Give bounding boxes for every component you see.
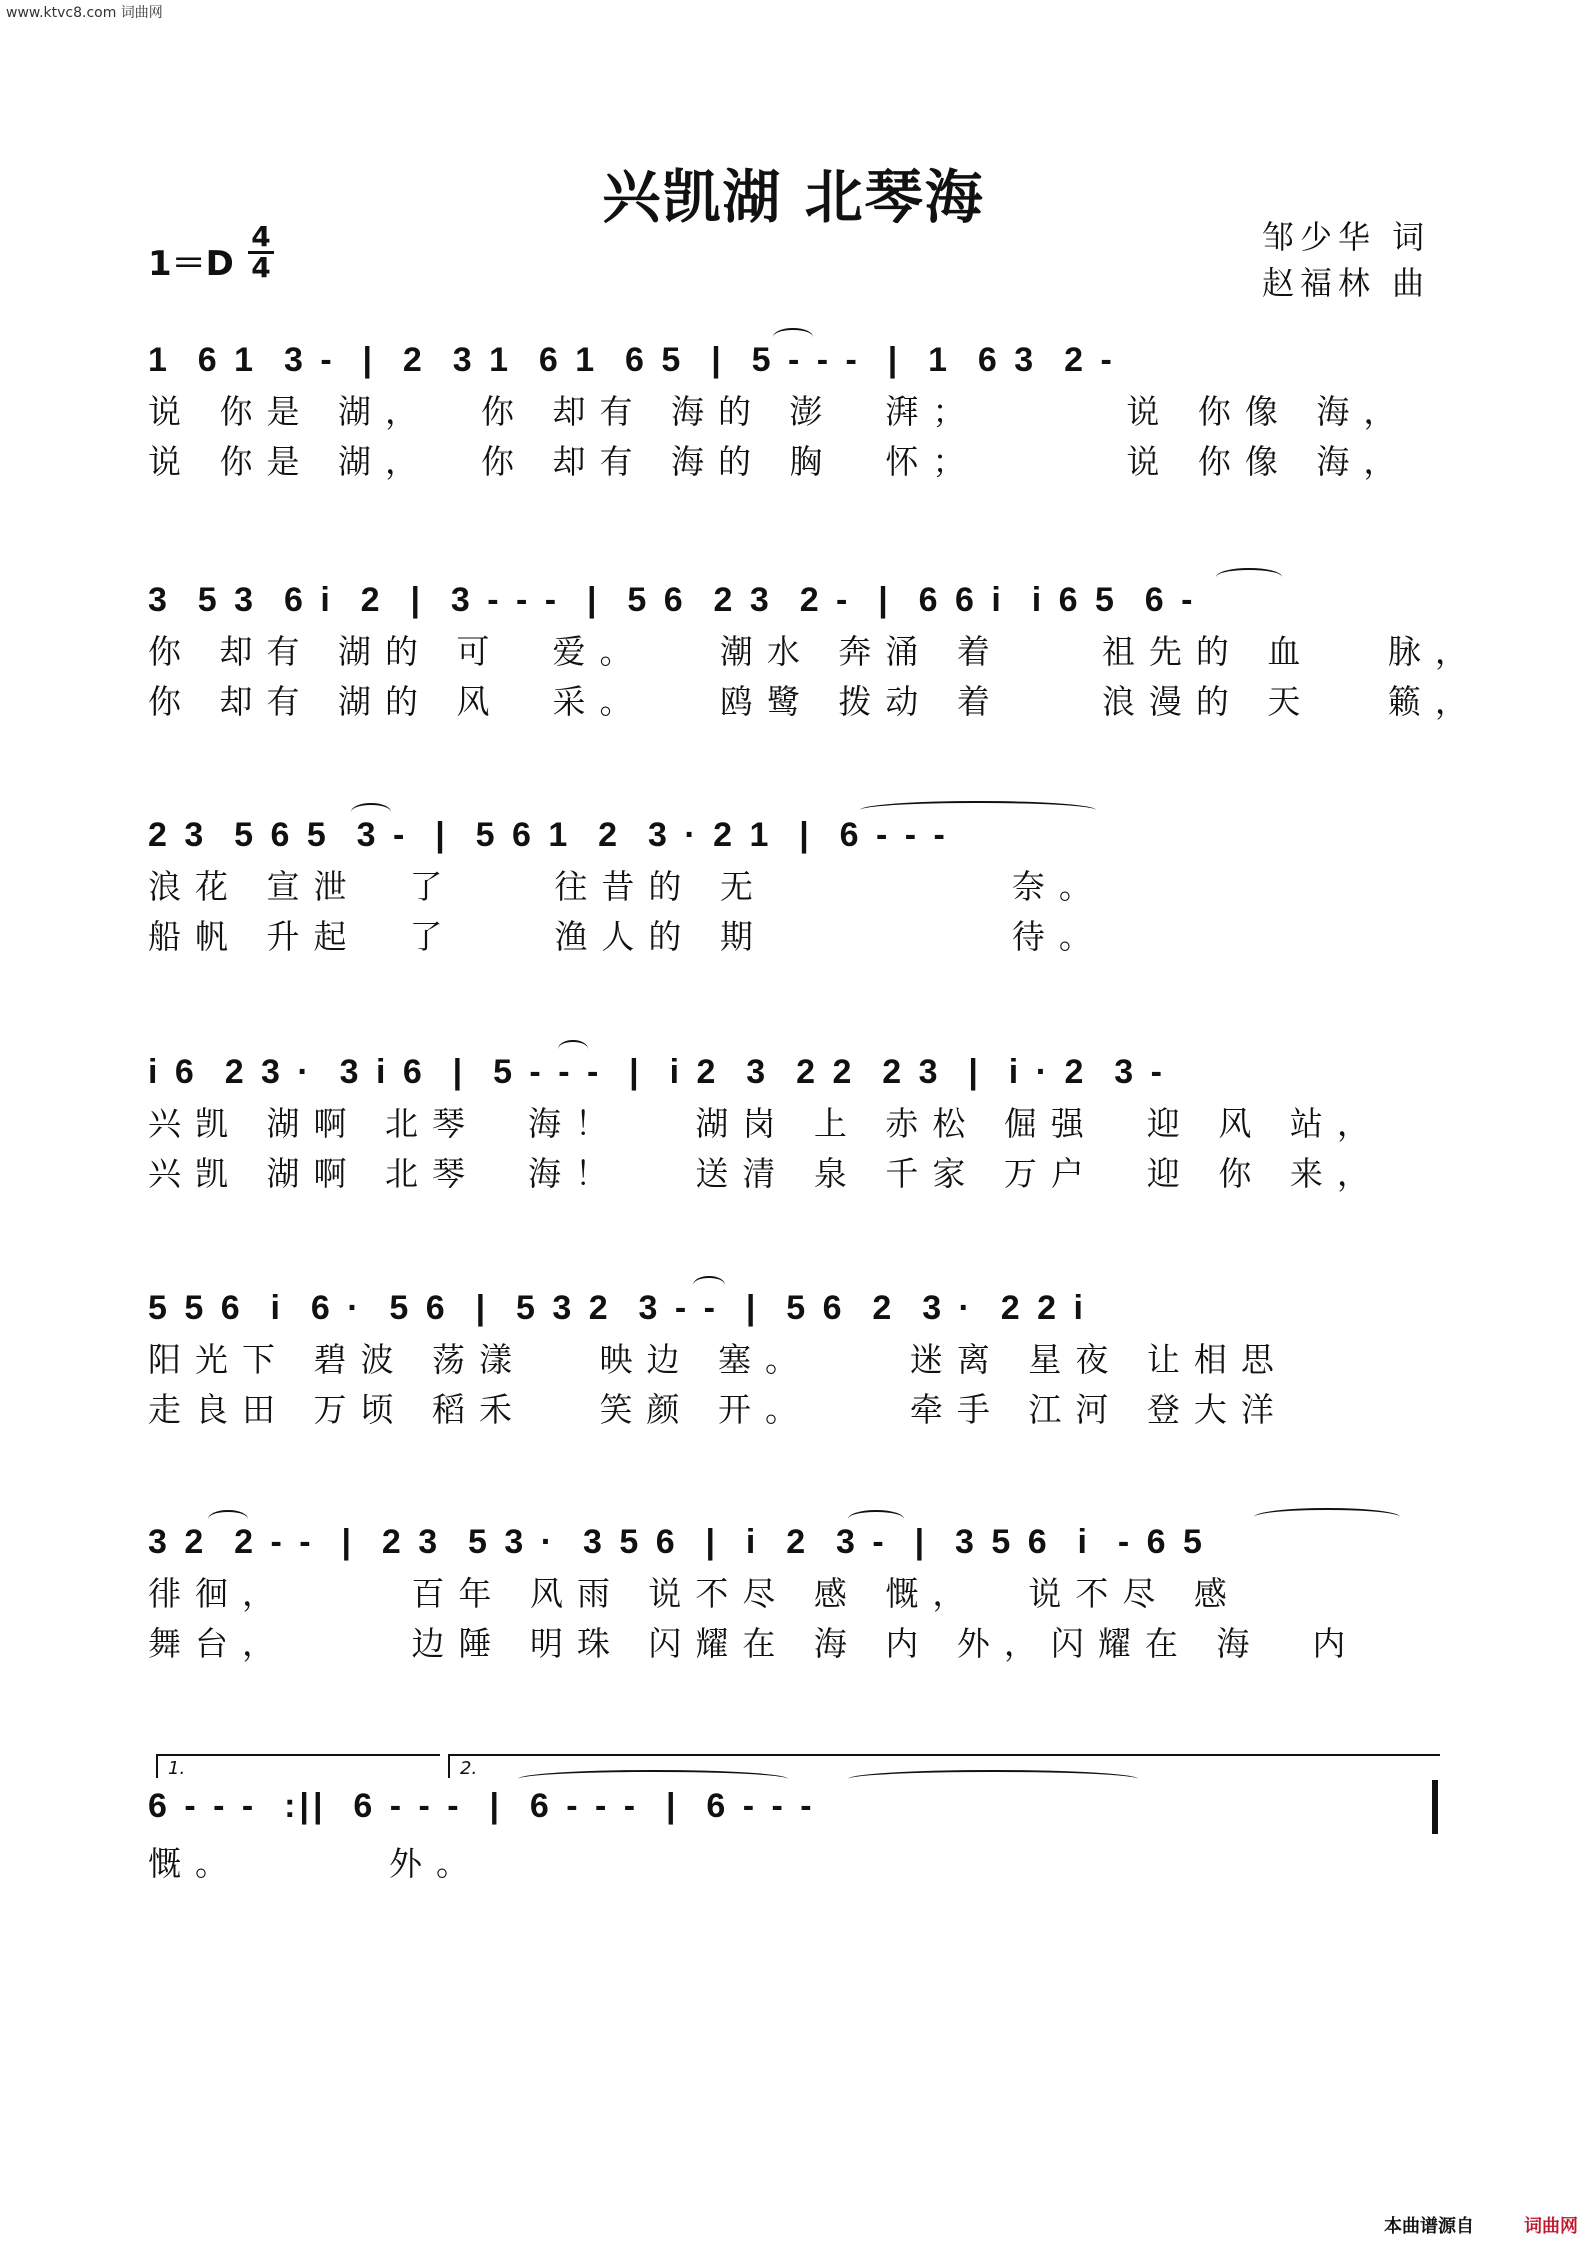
notes-system-6: 3 2 2 - - | 2 3 5 3 · 3 5 6 | i 2 3 - | 3 5 6 i - 6 5 [148, 1523, 1206, 1561]
composer-credit: 赵福林 曲 [1262, 264, 1431, 302]
score-system-4 [148, 1042, 1438, 1202]
lyric-verse1-system-5: 阳光下 碧波 荡漾 映边 塞。 迷离 星夜 让相思 [148, 1340, 1288, 1379]
notes-system-7: 6 - - - :|| 6 - - - | 6 - - - | 6 - - - [148, 1787, 816, 1825]
lyric-verse2-system-3: 船帆 升起 了 渔人的 期 待。 [148, 917, 1106, 956]
score-system-3 [148, 805, 1438, 965]
footer-site-logo[interactable]: 词曲网 [1524, 2216, 1578, 2237]
key-signature: 1＝D [148, 244, 234, 284]
time-sig-bottom: 4 [251, 251, 271, 284]
lyric-verse1-system-2: 你 却有 湖的 可 爱。 潮水 奔涌 着 祖先的 血 脉， [148, 632, 1482, 671]
lyric-verse2-system-4: 兴凯 湖啊 北琴 海！ 送清 泉 千家 万户 迎 你 来， [148, 1154, 1384, 1193]
score-system-2 [148, 570, 1482, 730]
song-title: 兴凯湖 北琴海 [602, 163, 985, 231]
lyric-verse2-system-2: 你 却有 湖的 风 采。 鸥鹭 拨动 着 浪漫的 天 籁， [148, 682, 1482, 721]
score-system-1 [148, 330, 1438, 490]
lyric-verse1-system-4: 兴凯 湖啊 北琴 海！ 湖岗 上 赤松 倔强 迎 风 站， [148, 1104, 1384, 1143]
score-system-6 [148, 1512, 1438, 1672]
notes-system-5: 5 5 6 i 6 · 5 6 | 5 3 2 3 - - | 5 6 2 3 · 2 2 i [148, 1289, 1087, 1327]
lyric-verse2-system-5: 走良田 万顷 稻禾 笑颜 开。 牵手 江河 登大洋 [148, 1390, 1288, 1429]
score-system-5 [148, 1278, 1438, 1438]
lyric-system-7: 慨。 外。 [148, 1844, 483, 1883]
lyric-verse1-system-6: 徘徊， 百年 风雨 说不尽 感 慨， 说不尽 感 [148, 1574, 1241, 1613]
site-watermark: www.ktvc8.com 词曲网 [6, 5, 163, 21]
ending-second: 2. [448, 1754, 1440, 1778]
time-signature [246, 220, 276, 284]
score-system-7 [148, 1758, 1438, 1886]
lyric-verse2-system-1: 说 你是 湖， 你 却有 海的 胸 怀； 说 你像 海， [148, 442, 1411, 481]
lyric-verse1-system-3: 浪花 宣泄 了 往昔的 无 奈。 [148, 867, 1106, 906]
lyric-verse1-system-1: 说 你是 湖， 你 却有 海的 澎 湃； 说 你像 海， [148, 392, 1411, 431]
notes-system-4: i 6 2 3 · 3 i 6 | 5 - - - | i 2 3 2 2 2 3 | i · 2 3 - [148, 1053, 1166, 1091]
lyric-verse2-system-6: 舞台， 边陲 明珠 闪耀在 海 内 外，闪耀在 海 内 [148, 1624, 1360, 1663]
time-sig-top: 4 [251, 220, 271, 253]
footer-source-note: 本曲谱源自 [1384, 2216, 1474, 2237]
notes-system-2: 3 5 3 6 i 2 | 3 - - - | 5 6 2 3 2 - | 6 6 i i 6 5 6 - [148, 581, 1197, 619]
notes-system-3: 2 3 5 6 5 3 - | 5 6 1 2 3 · 2 1 | 6 - - - [148, 816, 949, 854]
lyricist-credit: 邹少华 词 [1262, 218, 1431, 256]
ending-first: 1. [156, 1754, 440, 1778]
notes-system-1: 1 6 1 3 - | 2 3 1 6 1 6 5 | 5 - - - | 1 6 3 2 - [148, 341, 1116, 379]
